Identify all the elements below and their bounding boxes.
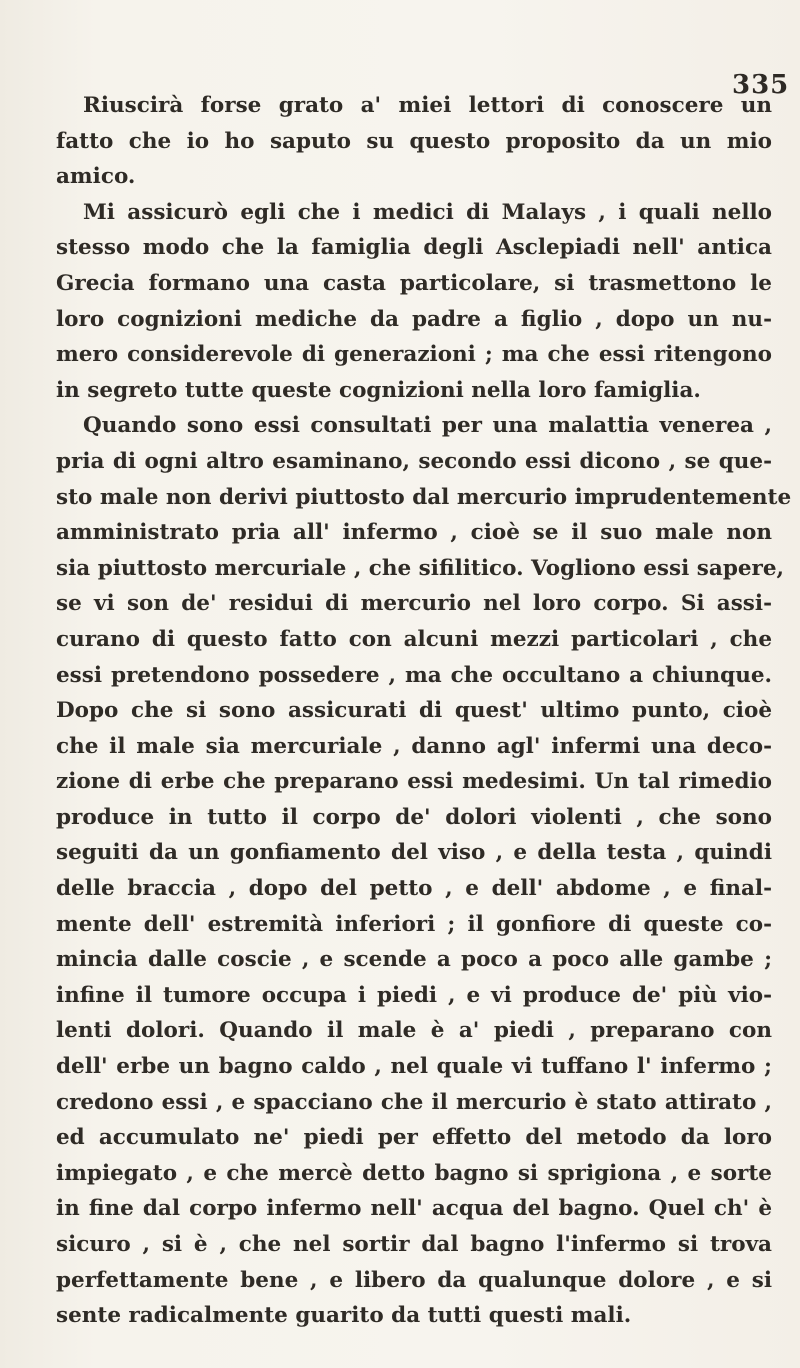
text-line: ed accumulato ne' piedi per effetto del metodo da loro bbox=[56, 1125, 772, 1151]
paragraph bbox=[56, 408, 792, 1333]
page-number: 335 bbox=[732, 70, 790, 100]
text-line: loro cognizioni mediche da padre a figlio , dopo un nu- bbox=[56, 306, 772, 332]
text-line: sia piuttosto mercuriale , che sifilitico. Vogliono essi sapere, bbox=[56, 555, 785, 581]
text-line: Grecia formano una casta particolare, si trasmettono le bbox=[56, 270, 772, 296]
text-line: curano di questo fatto con alcuni mezzi particolari , che bbox=[56, 626, 772, 652]
text-line: pria di ogni altro esaminano, secondo essi dicono , se que- bbox=[56, 448, 772, 474]
text-line: mero considerevole di generazioni ; ma che essi ritengono bbox=[56, 342, 772, 368]
text-line: fatto che io ho saputo su questo proposito da un mio bbox=[56, 128, 772, 154]
paragraph bbox=[56, 195, 772, 409]
text-line: lenti dolori. Quando il male è a' piedi , preparano con bbox=[56, 1018, 772, 1044]
text-line: sto male non derivi piuttosto dal mercurio imprudentemente bbox=[56, 484, 792, 510]
text-line: essi pretendono possedere , ma che occultano a chiunque. bbox=[56, 662, 772, 688]
text-line: sente radicalmente guarito da tutti questi mali. bbox=[56, 1303, 632, 1329]
text-line: seguiti da un gonfiamento del viso , e della testa , quindi bbox=[56, 840, 772, 866]
text-line: amico. bbox=[56, 164, 136, 190]
body-text bbox=[56, 88, 792, 1334]
text-line: in fine dal corpo infermo nell' acqua del bagno. Quel ch' è bbox=[56, 1196, 772, 1222]
text-line: amministrato pria all' infermo , cioè se il suo male non bbox=[56, 520, 772, 546]
text-line: delle braccia , dopo del petto , e dell' abdome , e final- bbox=[56, 876, 772, 902]
text-line: in segreto tutte queste cognizioni nella loro famiglia. bbox=[56, 377, 701, 403]
text-line: Dopo che si sono assicurati di quest' ultimo punto, cioè bbox=[56, 698, 772, 724]
text-line: se vi son de' residui di mercurio nel loro corpo. Si assi- bbox=[56, 591, 772, 617]
text-line: perfettamente bene , e libero da qualunque dolore , e si bbox=[56, 1267, 772, 1293]
text-line: impiegato , e che mercè detto bagno si sprigiona , e sorte bbox=[56, 1160, 772, 1186]
text-line: stesso modo che la famiglia degli Asclepiadi nell' antica bbox=[56, 235, 772, 261]
text-line: credono essi , e spacciano che il mercurio è stato attirato , bbox=[56, 1089, 772, 1115]
paragraph bbox=[56, 88, 772, 195]
text-line: dell' erbe un bagno caldo , nel quale vi tuffano l' infermo ; bbox=[56, 1054, 772, 1080]
text-line: produce in tutto il corpo de' dolori violenti , che sono bbox=[56, 804, 772, 830]
text-line: Mi assicurò egli che i medici di Malays , i quali nello bbox=[83, 199, 772, 225]
text-line: infine il tumore occupa i piedi , e vi produce de' più vio- bbox=[56, 982, 772, 1008]
text-line: Riuscirà forse grato a' miei lettori di conoscere un bbox=[83, 93, 772, 118]
text-line: mincia dalle coscie , e scende a poco a poco alle gambe ; bbox=[56, 947, 772, 973]
text-line: che il male sia mercuriale , danno agl' infermi una deco- bbox=[56, 733, 772, 759]
text-line: mente dell' estremità inferiori ; il gonfiore di queste co- bbox=[56, 911, 772, 937]
text-line: zione di erbe che preparano essi medesimi. Un tal rimedio bbox=[56, 769, 772, 795]
text-line: Quando sono essi consultati per una malattia venerea , bbox=[83, 413, 772, 439]
text-line: sicuro , si è , che nel sortir dal bagno l'infermo si trova bbox=[56, 1232, 772, 1257]
